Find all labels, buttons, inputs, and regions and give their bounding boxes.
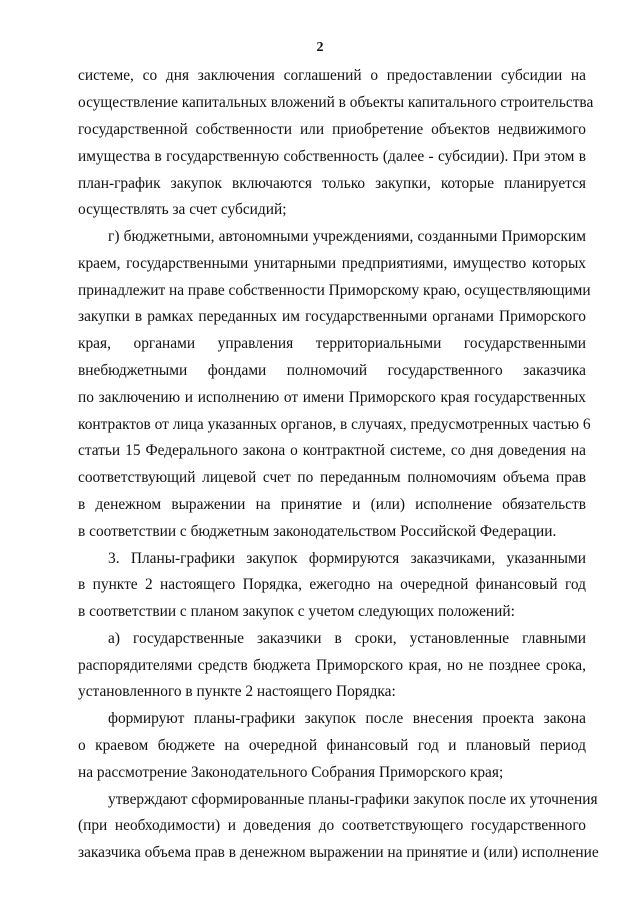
text-line: 3. Планы-графики закупок формируются заказчиками, указанными	[108, 550, 586, 567]
text-line: план-график закупок включаются только закупки, которые планируется	[78, 175, 586, 192]
text-line: края, органами управления территориальными государственными	[78, 335, 586, 352]
text-line: о краевом бюджете на очередной финансовый год и плановый период	[78, 737, 586, 754]
text-line: в соответствии с бюджетным законодательством Российской Федерации.	[78, 523, 557, 540]
text-line: закупки в рамках переданных им государственными органами Приморского	[78, 308, 586, 325]
text-line: установленного в пункте 2 настоящего Порядка:	[78, 683, 396, 700]
text-line: утверждают сформированные планы-графики закупок после их уточнения	[108, 791, 598, 808]
text-line: по заключению и исполнению от имени Приморского края государственных	[78, 389, 586, 406]
text-line: статьи 15 Федерального закона о контрактной системе, со дня доведения на	[78, 442, 586, 459]
text-line: а) государственные заказчики в сроки, установленные главными	[108, 630, 586, 647]
text-line: формируют планы-графики закупок после внесения проекта закона	[108, 710, 586, 727]
text-line: контрактов от лица указанных органов, в случаях, предусмотренных частью 6	[78, 416, 591, 433]
text-line: имущества в государственную собственность (далее - субсидии). При этом в	[78, 148, 586, 165]
text-line: в соответствии с планом закупок с учетом следующих положений:	[78, 603, 515, 620]
text-line: г) бюджетными, автономными учреждениями, созданными Приморским	[108, 228, 586, 245]
text-line: (при необходимости) и доведения до соответствующего государственного	[78, 817, 586, 834]
text-line: на рассмотрение Законодательного Собрания Приморского края;	[78, 764, 504, 781]
text-line: заказчика объема прав в денежном выражении на принятие и (или) исполнение	[78, 844, 599, 861]
text-line: в пункте 2 настоящего Порядка, ежегодно на очередной финансовый год	[78, 576, 586, 593]
text-line: в денежном выражении на принятие и (или) исполнение обязательств	[78, 496, 586, 513]
text-line: осуществлять за счет субсидий;	[78, 201, 287, 218]
text-line: распорядителями средств бюджета Приморского края, но не позднее срока,	[78, 657, 586, 674]
text-line: внебюджетными фондами полномочий государственного заказчика	[78, 362, 586, 379]
text-line: государственной собственности или приобретение объектов недвижимого	[78, 121, 586, 138]
page-number: 2	[316, 40, 324, 55]
text-line: соответствующий лицевой счет по переданным полномочиям объема прав	[78, 469, 586, 486]
text-line: системе, со дня заключения соглашений о предоставлении субсидии на	[78, 67, 586, 84]
text-line: принадлежит на праве собственности Приморскому краю, осуществляющими	[78, 282, 591, 299]
text-line: осуществление капитальных вложений в объекты капитального строительства	[78, 94, 594, 111]
text-line: краем, государственными унитарными предприятиями, имущество которых	[78, 255, 586, 272]
